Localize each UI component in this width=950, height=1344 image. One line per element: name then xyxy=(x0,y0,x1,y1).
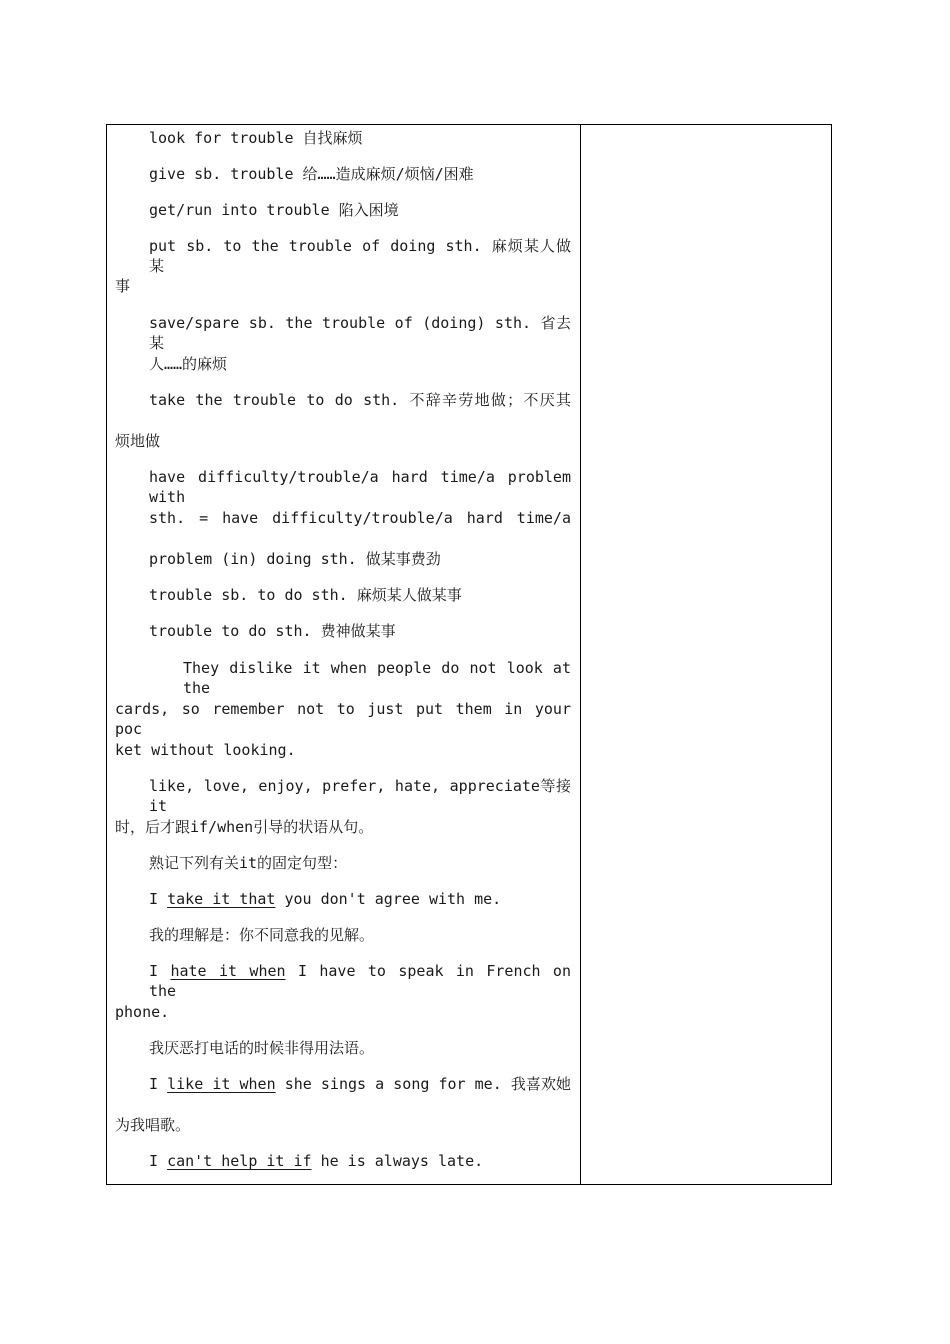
text-line: trouble sb. to do sth. 麻烦某人做某事 xyxy=(149,586,462,604)
text-line: look for trouble 自找麻烦 xyxy=(149,129,363,147)
text-line: I can't help it if he is always late. xyxy=(149,1152,484,1170)
underlined-phrase: can't help it if xyxy=(167,1152,312,1170)
text-line: 人……的麻烦 xyxy=(149,355,228,373)
text-line: have difficulty/trouble/a hard time/a problem with xyxy=(149,468,571,506)
text-line: cards, so remember not to just put them in your poc xyxy=(115,700,571,738)
notes-blank-cell xyxy=(581,125,831,1184)
text-line: give sb. trouble 给……造成麻烦/烦恼/困难 xyxy=(149,165,474,183)
notes-content-cell xyxy=(107,125,581,1184)
underlined-phrase: hate it when xyxy=(170,962,286,980)
text-line: 为我唱歌。 xyxy=(115,1116,191,1134)
text-line: They dislike it when people do not look at the xyxy=(183,659,571,697)
text-line: 时，后才跟if/when引导的状语从句。 xyxy=(115,818,374,836)
text-line: 熟记下列有关it的固定句型： xyxy=(149,854,348,872)
text-line: take the trouble to do sth. 不辞辛劳地做；不厌其 xyxy=(149,391,571,409)
text-line: I take it that you don't agree with me. xyxy=(149,890,502,908)
text-line: 事 xyxy=(115,277,131,295)
text-line: trouble to do sth. 费神做某事 xyxy=(149,622,396,640)
text-line: get/run into trouble 陷入困境 xyxy=(149,201,399,219)
underlined-phrase: like it when xyxy=(167,1075,276,1093)
text-line: problem (in) doing sth. 做某事费劲 xyxy=(149,550,441,568)
text-line: 烦地做 xyxy=(115,432,161,450)
text-line: I like it when she sings a song for me. 我喜欢她 xyxy=(149,1075,572,1093)
text-line: I hate it when I have to speak in French on the xyxy=(149,962,571,1000)
text-line: 我厌恶打电话的时候非得用法语。 xyxy=(149,1039,375,1057)
text-line: sth. = have difficulty/trouble/a hard time/a xyxy=(149,509,571,527)
text-line: phone. xyxy=(115,1003,170,1021)
underlined-phrase: take it that xyxy=(167,890,276,908)
text-line: ket without looking. xyxy=(115,741,296,759)
text-line: put sb. to the trouble of doing sth. 麻烦某人做某 xyxy=(149,237,571,275)
notes-table xyxy=(106,124,832,1185)
text-line: save/spare sb. the trouble of (doing) sth. 省去某 xyxy=(149,314,571,352)
text-line: 我的理解是：你不同意我的见解。 xyxy=(149,926,375,944)
text-line: like, love, enjoy, prefer, hate, appreciate等接it xyxy=(149,777,571,815)
